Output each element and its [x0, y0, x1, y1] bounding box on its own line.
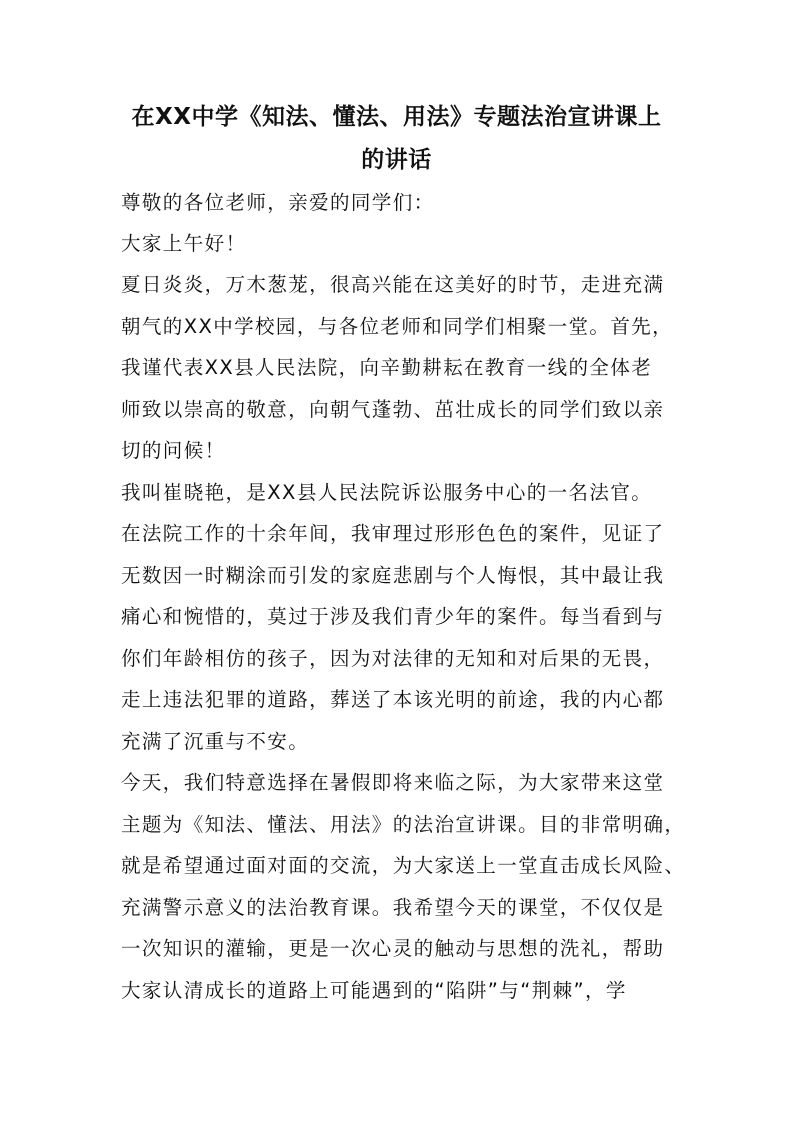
- paragraph-3-line-2: 主题为《知法、懂法、用法》的法治宣讲课。目的非常明确，: [121, 813, 686, 836]
- greeting-line: 大家上午好！: [121, 232, 247, 255]
- salutation-line: 尊敬的各位老师，亲爱的同学们：: [121, 191, 435, 214]
- paragraph-1-line-3: 我谨代表XX县人民法院，向辛勤耕耘在教育一线的全体老: [121, 356, 653, 379]
- paragraph-2-line-4: 痛心和惋惜的，莫过于涉及我们青少年的案件。每当看到与: [121, 605, 665, 628]
- paragraph-2-line-6: 走上违法犯罪的道路，葬送了本该光明的前途，我的内心都: [121, 688, 665, 711]
- paragraph-1-line-4: 师致以崇高的敬意，向朝气蓬勃、茁壮成长的同学们致以亲: [121, 398, 665, 421]
- paragraph-3-line-5: 一次知识的灌输，更是一次心灵的触动与思想的洗礼，帮助: [121, 937, 665, 960]
- title-line-2: 的讲话: [361, 147, 432, 173]
- paragraph-2-line-1: 我叫崔晓艳，是XX县人民法院诉讼服务中心的一名法官。: [121, 481, 653, 504]
- paragraph-3-line-1: 今天，我们特意选择在暑假即将来临之际，为大家带来这堂: [121, 771, 665, 794]
- paragraph-2-line-7: 充满了沉重与不安。: [121, 730, 310, 753]
- paragraph-1-line-2: 朝气的XX中学校园，与各位老师和同学们相聚一堂。首先，: [121, 315, 674, 338]
- paragraph-2-line-2: 在法院工作的十余年间，我审理过形形色色的案件，见证了: [121, 522, 665, 545]
- title-line-1: 在XX中学《知法、懂法、用法》专题法治宣讲课上: [131, 104, 662, 130]
- paragraph-1-line-1: 夏日炎炎，万木葱茏，很高兴能在这美好的时节，走进充满: [121, 273, 665, 296]
- paragraph-2-line-5: 你们年龄相仿的孩子，因为对法律的无知和对后果的无畏，: [121, 647, 665, 670]
- paragraph-3-line-3: 就是希望通过面对面的交流，为大家送上一堂直击成长风险、: [121, 854, 686, 877]
- paragraph-3-line-4: 充满警示意义的法治教育课。我希望今天的课堂，不仅仅是: [121, 896, 665, 919]
- paragraph-1-line-5: 切的问候！: [121, 439, 226, 462]
- paragraph-3-line-6: 大家认清成长的道路上可能遇到的“陷阱”与“荆棘”，学: [121, 979, 627, 1002]
- paragraph-2-line-3: 无数因一时糊涂而引发的家庭悲剧与个人悔恨，其中最让我: [121, 564, 665, 587]
